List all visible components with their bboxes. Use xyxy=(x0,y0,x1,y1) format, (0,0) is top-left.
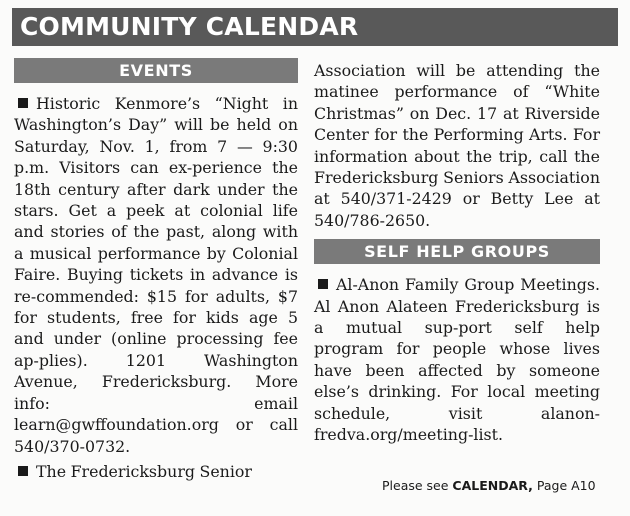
square-bullet-icon xyxy=(318,279,328,289)
continuation-reference xyxy=(382,478,596,493)
square-bullet-icon xyxy=(18,466,28,476)
square-bullet-icon xyxy=(18,98,28,108)
right-column xyxy=(314,60,600,446)
self-help-heading: SELF HELP GROUPS xyxy=(314,239,600,264)
event-item-seniors-continued: Association will be attending the matinee performance of “White Christmas” on Dec. 17 at Riverside Center for the Performing Arts. For information about the trip, call the Fredericksburg Seniors Association at 540/371-2429 or Betty Lee at 540/786-2650. xyxy=(314,61,600,230)
self-help-item-alanon xyxy=(314,274,600,445)
continuation-section: CALENDAR, xyxy=(452,478,533,493)
masthead-title: COMMUNITY CALENDAR xyxy=(12,8,618,46)
left-column xyxy=(14,58,298,482)
event-item-kenmore-text: Historic Kenmore’s “Night in Washington’s Day” will be held on Saturday, Nov. 1, from 7 — 9:30 p.m. Visitors can ex-perience the 18th century after dark under the stars. Get a peek at colonial life and stories of the past, along with a musical performance by Colonial Faire. Buying tickets in advance is re-commended: $15 for adults, $7 for students, free for kids age 5 and under (online processing fee ap-plies). 1201 Washington Avenue, Fredericksburg. More info: email learn@gwffoundation.org or call 540/370-0732. xyxy=(14,94,298,456)
event-item-kenmore xyxy=(14,93,298,457)
events-heading: EVENTS xyxy=(14,58,298,83)
continuation-prefix: Please see xyxy=(382,478,449,493)
event-item-seniors-start xyxy=(14,461,298,482)
continuation-page: Page A10 xyxy=(536,478,596,493)
event-item-seniors-start-text: The Fredericksburg Senior xyxy=(36,461,252,481)
self-help-item-alanon-text: Al-Anon Family Group Meetings. Al Anon Alateen Fredericksburg is a mutual sup-port self help program for people whose lives have been affected by someone else’s drinking. For local meeting schedule, visit alanon-fredva.org/meeting-list. xyxy=(314,275,600,445)
